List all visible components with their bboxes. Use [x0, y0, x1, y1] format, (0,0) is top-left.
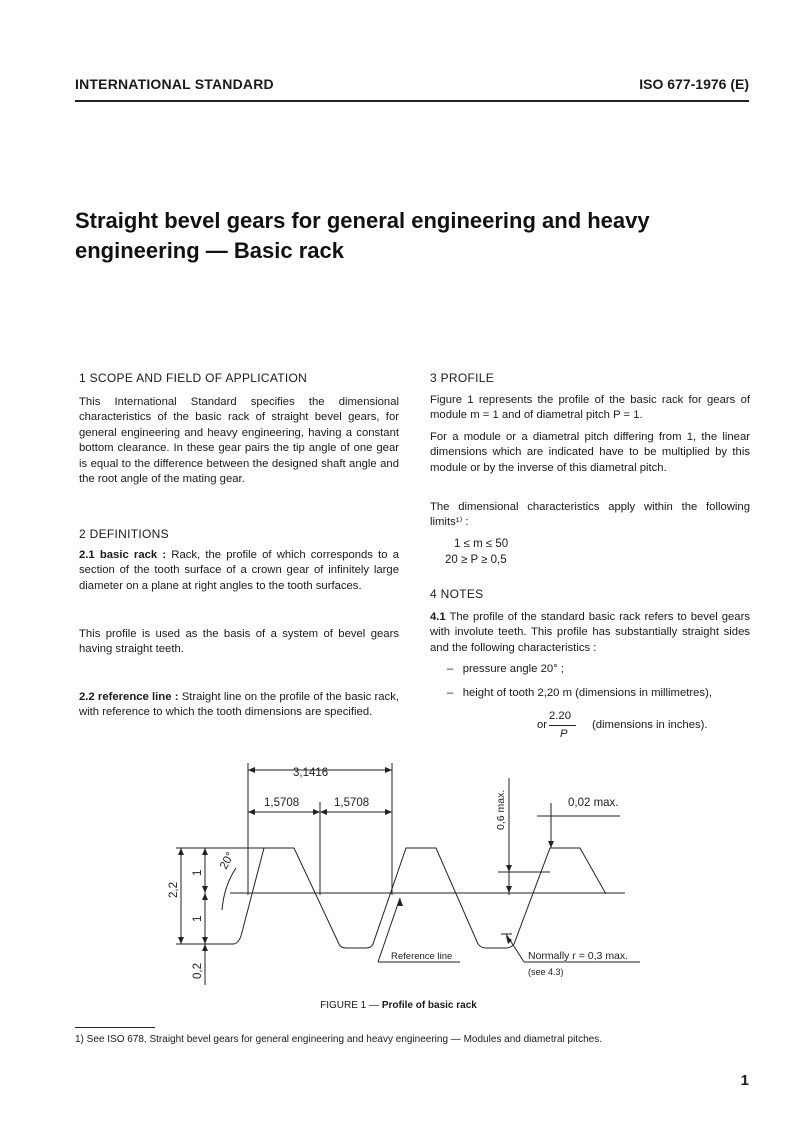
scope-text: This International Standard specifies the dimensional characteristics of the basic rack of straight bevel gears, for general engineering and heavy engineering, having a constant bottom clearance. In these gear pairs the tip angle of one gear is equal to the difference between the designed shaft angle and the root angle of the mating gear.: [79, 396, 399, 486]
dim-half-b-label: 1,5708: [334, 797, 370, 809]
title-line-2: engineering — Basic rack: [75, 238, 344, 263]
bullet-tooth-height: – height of tooth 2,20 m (dimensions in millimetres),: [447, 687, 712, 699]
dim-tip-max-label: 0,6 max.: [495, 789, 507, 830]
def21-label: 2.1 basic rack :: [79, 549, 167, 561]
profile-p1: Figure 1 represents the profile of the basic rack for gears of module m = 1 and of diametral pitch P = 1.: [430, 394, 750, 422]
caption-title: Profile of basic rack: [381, 1000, 477, 1011]
profile-heading: 3 PROFILE: [430, 371, 495, 385]
dim-pitch-label: 3,1416: [293, 767, 329, 779]
dim-ded-label: 1: [192, 915, 204, 922]
dim-total-label: 2,2: [168, 882, 180, 898]
profile-p3: The dimensional characteristics apply within the following limits¹⁾ :: [430, 501, 750, 529]
title-line-1: Straight bevel gears for general engineering and heavy: [75, 208, 650, 233]
fraction-denominator: P: [560, 728, 568, 740]
fraction-numerator: 2.20: [549, 710, 571, 722]
bullet-pressure-angle: – pressure angle 20° ;: [447, 663, 564, 675]
bullet2-text: height of tooth 2,20 m (dimensions in millimetres),: [462, 687, 712, 699]
notes-heading: 4 NOTES: [430, 587, 484, 601]
fraction-unit: (dimensions in inches).: [592, 719, 708, 731]
profile-p2: For a module or a diametral pitch differing from 1, the linear dimensions which are indicated have to be multiplied by this module or by the inverse of this diametral pitch.: [430, 431, 750, 474]
limit-pitch: 20 ≥ P ≥ 0,5: [445, 554, 507, 566]
figure-caption: [0, 1000, 797, 1011]
angle-label: 20°: [218, 850, 237, 872]
bullet1-text: pressure angle 20° ;: [462, 663, 564, 675]
fraction-or: or: [537, 719, 548, 731]
radius-ref-label: (see 4.3): [528, 967, 564, 977]
header-right: ISO 677-1976 (E): [639, 76, 749, 92]
definitions-heading: 2 DEFINITIONS: [79, 527, 169, 541]
radius-note-label: Normally r = 0,3 max.: [528, 950, 629, 962]
dim-add-label: 1: [192, 869, 204, 876]
note41-label: 4.1: [430, 611, 446, 623]
dim-flat-max-label: 0,02 max.: [568, 797, 619, 809]
note41-text: The profile of the standard basic rack refers to bevel gears with involute teeth. This profile has substantially straight sides and the following characteristics :: [430, 611, 750, 654]
scope-heading: 1 SCOPE AND FIELD OF APPLICATION: [79, 371, 308, 385]
dim-half-a-label: 1,5708: [264, 797, 300, 809]
reference-line-label: Reference line: [391, 951, 453, 962]
def22-label: 2.2 reference line :: [79, 691, 179, 703]
page-number: 1: [740, 1072, 749, 1089]
dim-clear-label: 0,2: [192, 963, 204, 979]
footnote-rule: [75, 1027, 155, 1028]
limit-module: 1 ≤ m ≤ 50: [454, 538, 509, 550]
def22-text: Straight line on the profile of the basic rack, with reference to which the tooth dimensions are specified.: [79, 691, 399, 719]
caption-prefix: FIGURE 1 —: [320, 1000, 382, 1011]
def21-para2: This profile is used as the basis of a system of bevel gears having straight teeth.: [79, 628, 399, 656]
rack-profile: [205, 848, 606, 948]
header-left: INTERNATIONAL STANDARD: [75, 76, 274, 92]
def21-text: Rack, the profile of which corresponds to a section of the tooth surface of a crown gear of infinitely large diameter on a plane at right angles to the tooth surfaces.: [79, 549, 399, 592]
footnote: 1) See ISO 678, Straight bevel gears for general engineering and heavy engineering — Modules and diametral pitches.: [75, 1034, 602, 1045]
